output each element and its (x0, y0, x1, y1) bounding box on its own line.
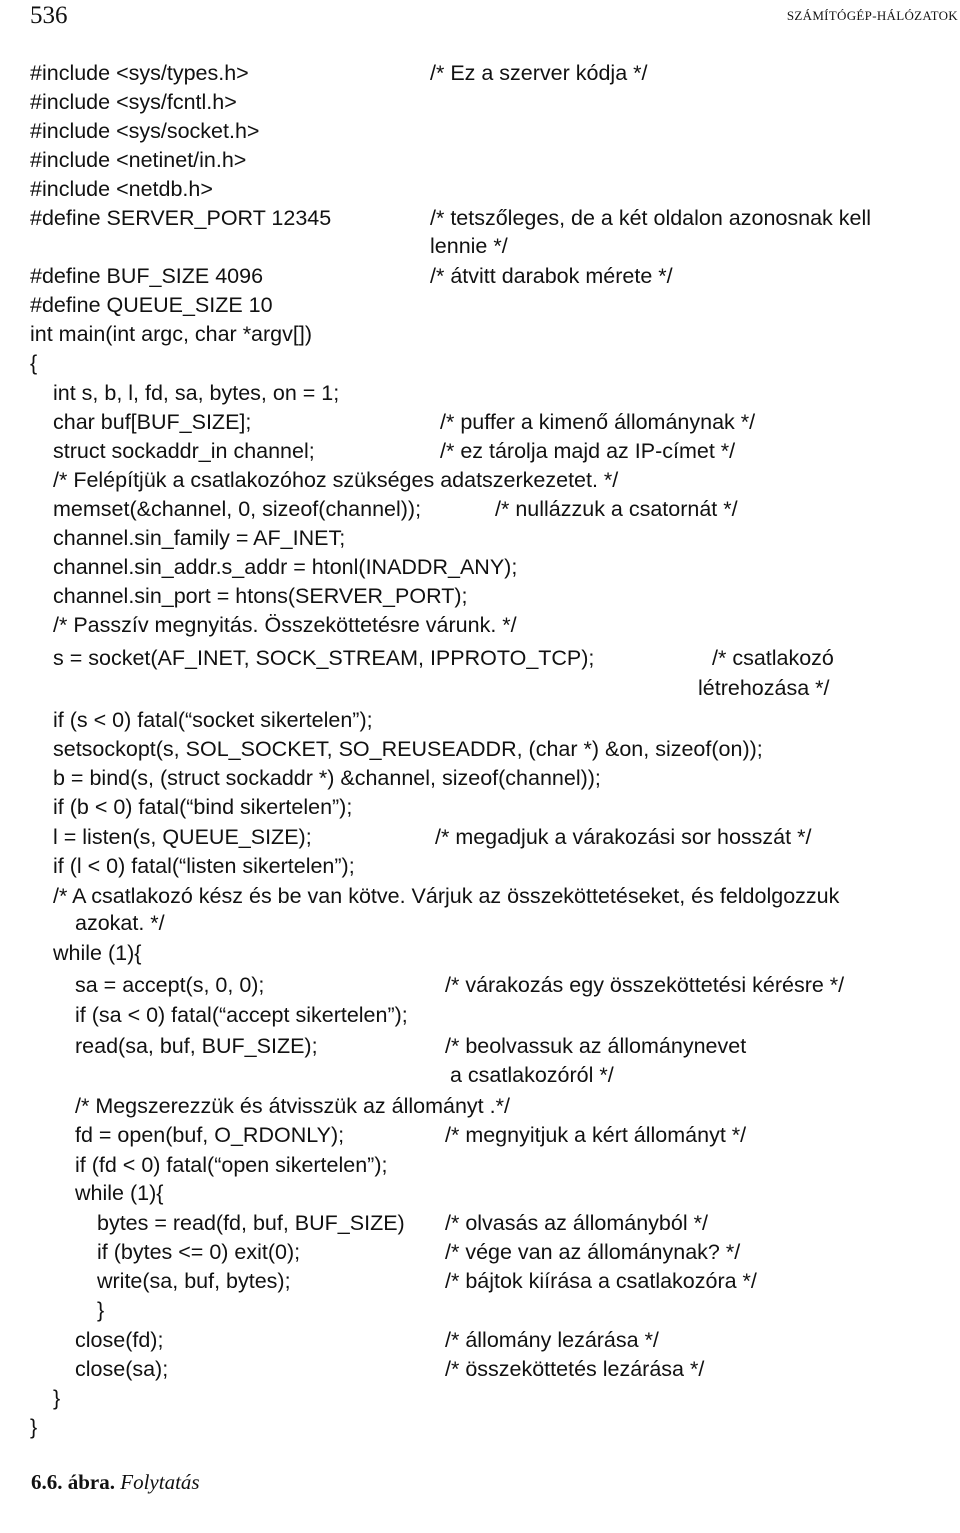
code-comment: /* puffer a kimenő állománynak */ (440, 410, 756, 434)
code-line: int s, b, l, fd, sa, bytes, on = 1; (53, 381, 340, 405)
code-comment: /* összeköttetés lezárása */ (445, 1357, 705, 1381)
code-comment: /* Felépítjük a csatlakozóhoz szükséges adatszerkezetet. */ (53, 468, 619, 492)
code-line: if (bytes <= 0) exit(0); (97, 1240, 301, 1264)
code-line: #define BUF_SIZE 4096 (30, 264, 264, 288)
code-comment: /* állomány lezárása */ (445, 1328, 659, 1352)
code-line: } (53, 1386, 61, 1410)
code-line: read(sa, buf, BUF_SIZE); (75, 1034, 318, 1058)
code-line: if (sa < 0) fatal(“accept sikertelen”); (75, 1003, 408, 1027)
figure-title: Folytatás (120, 1470, 200, 1494)
code-comment: lennie */ (430, 234, 508, 258)
code-line: struct sockaddr_in channel; (53, 439, 315, 463)
code-line: channel.sin_port = htons(SERVER_PORT); (53, 584, 468, 608)
code-line: { (30, 351, 38, 375)
code-line: s = socket(AF_INET, SOCK_STREAM, IPPROTO_TCP); (53, 646, 595, 670)
code-comment: létrehozása */ (698, 676, 830, 700)
code-line: l = listen(s, QUEUE_SIZE); (53, 825, 312, 849)
code-line: sa = accept(s, 0, 0); (75, 973, 265, 997)
code-comment: azokat. */ (75, 911, 165, 935)
code-comment: /* Megszerezzük és átvisszük az állományt .*/ (75, 1094, 510, 1118)
code-line: if (fd < 0) fatal(“open sikertelen”); (75, 1153, 388, 1177)
code-comment: /* tetszőleges, de a két oldalon azonosnak kell (430, 206, 872, 230)
code-line: close(fd); (75, 1328, 164, 1352)
code-line: #define SERVER_PORT 12345 (30, 206, 332, 230)
code-line: bytes = read(fd, buf, BUF_SIZE) (97, 1211, 405, 1235)
code-line: b = bind(s, (struct sockaddr *) &channel, sizeof(channel)); (53, 766, 601, 790)
code-line: close(sa); (75, 1357, 169, 1381)
code-line: #define QUEUE_SIZE 10 (30, 293, 273, 317)
code-comment: /* várakozás egy összeköttetési kérésre */ (445, 973, 845, 997)
code-comment: /* átvitt darabok mérete */ (430, 264, 673, 288)
code-line: fd = open(buf, O_RDONLY); (75, 1123, 345, 1147)
code-line: if (s < 0) fatal(“socket sikertelen”); (53, 708, 373, 732)
code-line: while (1){ (53, 941, 142, 965)
code-line: } (97, 1298, 105, 1322)
code-line: write(sa, buf, bytes); (97, 1269, 291, 1293)
code-comment: /* nullázzuk a csatornát */ (495, 497, 738, 521)
code-line: if (l < 0) fatal(“listen sikertelen”); (53, 854, 355, 878)
code-line: memset(&channel, 0, sizeof(channel)); (53, 497, 422, 521)
running-header: SZÁMÍTÓGÉP-HÁLÓZATOK (786, 8, 958, 23)
code-line: setsockopt(s, SOL_SOCKET, SO_REUSEADDR, (char *) &on, sizeof(on)); (53, 737, 763, 761)
code-line: char buf[BUF_SIZE]; (53, 410, 252, 434)
code-comment: /* ez tárolja majd az IP-címet */ (440, 439, 736, 463)
code-line: channel.sin_family = AF_INET; (53, 526, 346, 550)
code-comment: a csatlakozóról */ (450, 1063, 614, 1087)
code-comment: /* megnyitjuk a kért állományt */ (445, 1123, 747, 1147)
code-line: #include <sys/types.h> (30, 61, 249, 85)
code-line: channel.sin_addr.s_addr = htonl(INADDR_ANY); (53, 555, 518, 579)
page-number: 536 (30, 2, 68, 29)
code-line: if (b < 0) fatal(“bind sikertelen”); (53, 795, 353, 819)
code-line: #include <sys/socket.h> (30, 119, 260, 143)
code-comment: /* csatlakozó (712, 646, 834, 670)
figure-caption (31, 1470, 200, 1495)
code-line: #include <sys/fcntl.h> (30, 90, 237, 114)
code-comment: /* olvasás az állományból */ (445, 1211, 708, 1235)
code-comment: /* vége van az állománynak? */ (445, 1240, 741, 1264)
code-line: #include <netdb.h> (30, 177, 213, 201)
code-comment: /* bájtok kiírása a csatlakozóra */ (445, 1269, 757, 1293)
code-line: #include <netinet/in.h> (30, 148, 247, 172)
code-line: while (1){ (75, 1181, 164, 1205)
code-comment: /* A csatlakozó kész és be van kötve. Várjuk az összeköttetéseket, és feldolgozzuk (53, 884, 840, 908)
code-comment: /* Passzív megnyitás. Összeköttetésre várunk. */ (53, 613, 517, 637)
code-comment: /* Ez a szerver kódja */ (430, 61, 648, 85)
code-line: int main(int argc, char *argv[]) (30, 322, 312, 346)
figure-number: 6.6. ábra. (31, 1470, 115, 1494)
code-comment: /* beolvassuk az állománynevet (445, 1034, 747, 1058)
code-line: } (30, 1415, 38, 1439)
code-comment: /* megadjuk a várakozási sor hosszát */ (435, 825, 812, 849)
